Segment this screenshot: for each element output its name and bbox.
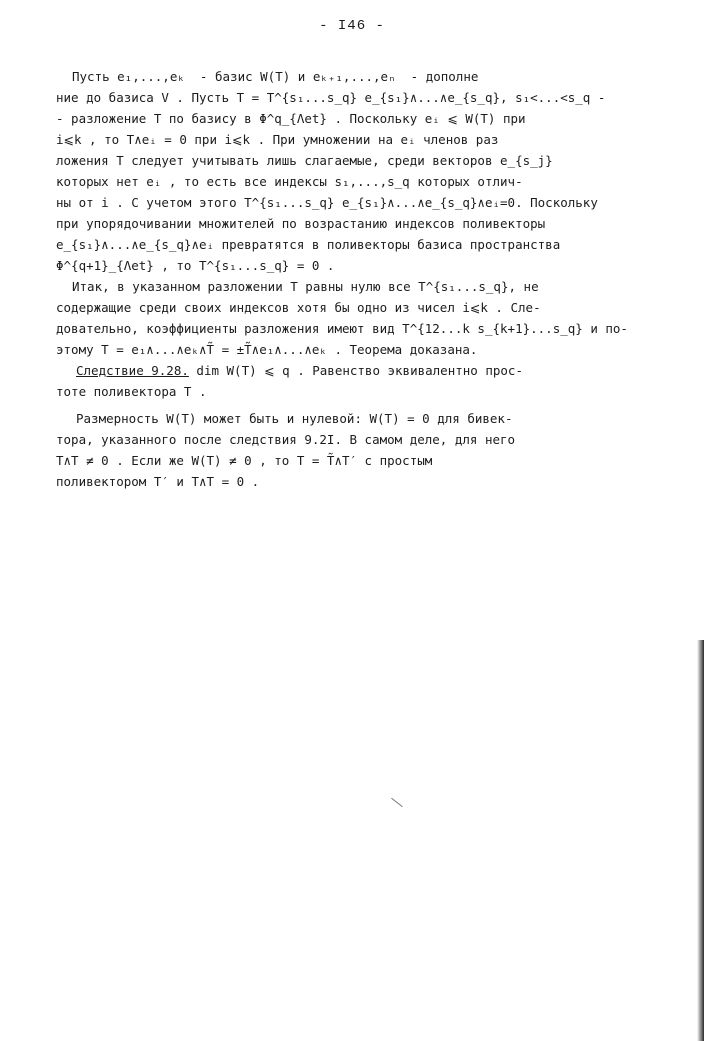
corollary-heading: Следствие 9.28. [76, 363, 189, 378]
text-line: i⩽k , то T∧eᵢ = 0 при i⩽k . При умножении на eᵢ членов раз [56, 132, 499, 147]
page-number: - I46 - [319, 18, 385, 34]
text-line: этому T = e₁∧...∧eₖ∧T̃ = ±T̃∧e₁∧...∧eₖ . Теорема доказана. [56, 342, 478, 357]
text-line: поливектором T′ и T∧T = 0 . [56, 474, 260, 489]
text-line: ны от i . С учетом этого T^{s₁...s_q} e_{s₁}∧...∧e_{s_q}∧eᵢ=0. Поскольку [56, 195, 598, 210]
corollary-line [72, 360, 702, 381]
text-line: содержащие среди своих индексов хотя бы одно из чисел i⩽k . Сле- [56, 300, 541, 315]
text-line: Размерность W(T) может быть и нулевой: W(T) = 0 для бивек- [76, 411, 513, 426]
text-line: ние до базиса V . Пусть T = T^{s₁...s_q} e_{s₁}∧...∧e_{s_q}, s₁<...<s_q - [56, 90, 606, 105]
text-line: при упорядочивании множителей по возрастанию индексов поливекторы [56, 216, 546, 231]
text-line: ложения T следует учитывать лишь слагаемые, среди векторов e_{s_j} [56, 153, 553, 168]
text-line: тоте поливектора T . [56, 384, 207, 399]
text-line: - разложение T по базису в Φ^q_{Λet} . Поскольку eᵢ ⩽ W(T) при [56, 111, 526, 126]
stray-pen-mark [391, 790, 409, 807]
text-line: Итак, в указанном разложении T равны нулю все T^{s₁...s_q}, не [72, 279, 539, 294]
body-text [56, 66, 702, 492]
scan-edge-shadow [697, 640, 704, 1041]
text-line: довательно, коэффициенты разложения имеют вид T^{12...k s_{k+1}...s_q} и по- [56, 321, 628, 336]
text-line: T∧T ≠ 0 . Если же W(T) ≠ 0 , то T = T̃∧T′ с простым [56, 453, 433, 468]
text-line: Пусть e₁,...,eₖ - базис W(T) и eₖ₊₁,...,eₙ - дополне [72, 69, 479, 84]
text-line: тора, указанного после следствия 9.2I. В самом деле, для него [56, 432, 516, 447]
corollary-statement: dim W(T) ⩽ q . Равенство эквивалентно прос- [188, 363, 523, 378]
text-line: Φ^{q+1}_{Λet} , то T^{s₁...s_q} = 0 . [56, 258, 335, 273]
text-line: которых нет eᵢ , то есть все индексы s₁,...,s_q которых отлич- [56, 174, 523, 189]
text-line: e_{s₁}∧...∧e_{s_q}∧eᵢ превратятся в поливекторы базиса пространства [56, 237, 561, 252]
